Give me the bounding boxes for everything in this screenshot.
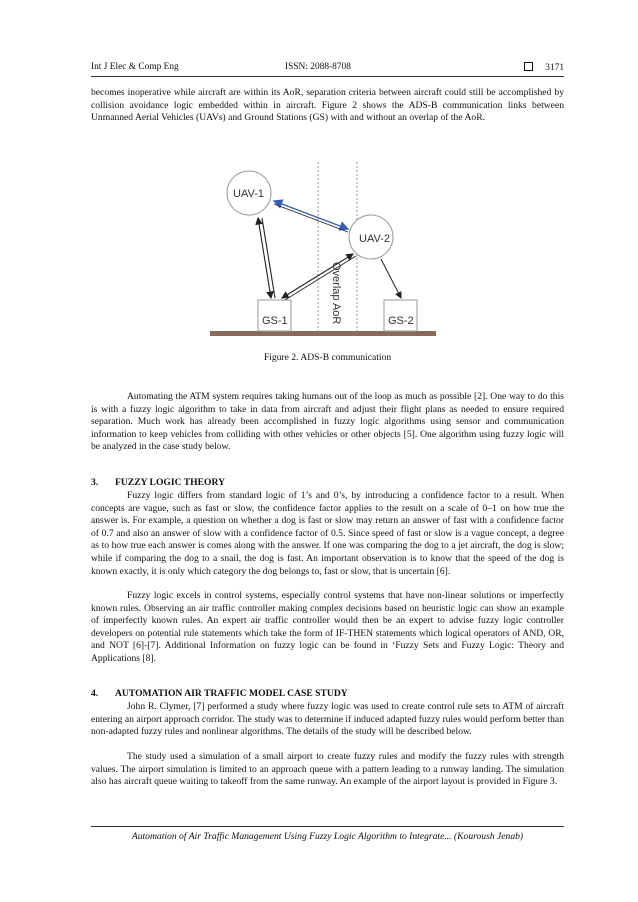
automation-paragraph: Automating the ATM system requires taking humans out of the loop as much as possible [2]. One way to do this is with a fuzzy logic algorithm to take in data from aircraft and adjust their flight plans as needed to ensure required separation. Much work has already been accomplished in fuzzy logic algorithms using sensor and communication information to keep vehicles from colliding with other vehicles or other objects [5]. One algorithm using fuzzy logic will be analyzed in the case study below. bbox=[91, 391, 564, 453]
gs2-label: GS-2 bbox=[388, 315, 414, 327]
section-3-heading bbox=[91, 477, 564, 488]
running-footer: Automation of Air Traffic Management Using Fuzzy Logic Algorithm to Integrate... (Kouroush Jenab) bbox=[91, 826, 564, 842]
link-uav2-gs2 bbox=[381, 259, 401, 298]
issn: ISSN: 2088-8708 bbox=[285, 62, 351, 72]
gs1-label: GS-1 bbox=[262, 315, 288, 327]
intro-paragraph: becomes inoperative while aircraft are within its AoR, separation criteria between aircraft could still be accomplished by collision avoidance logic embedded within in aircraft. Figure 2 shows the ADS-B communication links between Unmanned Aerial Vehicles (UAVs) and Ground Stations (GS) with and without an overlap of the AoR. bbox=[91, 87, 564, 124]
link-uav1-uav2-b bbox=[274, 204, 348, 232]
section-3-paragraph-1: Fuzzy logic differs from standard logic of 1’s and 0’s, by introducing a confidence factor to a result. When concepts are vague, such as fast or slow, the confidence factor applies to the result on a scale of 0–1 on how true the answer is. For example, a question on whether a dog is fast or slow may return an answer of fast with a confidence factor of 0.7 and also an answer of slow with a confidence factor of 0.5. Since speed of fast or slow is a vague concept, a degree as to how true each answer is comes along with the answer. If one was comparing the dog to a jet aircraft, the dog is slow; while if comparing the dog to a snail, the dog is fast. An important observation is to know that the speed of the dog is known exactly, it is only which category the dog belongs to, fast or slow, that is uncertain [6]. bbox=[91, 490, 564, 577]
section-4-paragraph-2: The study used a simulation of a small airport to create fuzzy rules and modify the fuzzy rules with strength values. The airport simulation is limited to an approach queue with a pattern leading to a runway landing. The simulation also has aircraft queue waiting to takeoff from the same runway. An example of the airport layout is provided in Figure 3. bbox=[91, 751, 564, 788]
running-header bbox=[91, 62, 564, 77]
link-gs1-uav2-b bbox=[285, 256, 356, 300]
section-4-heading bbox=[91, 688, 564, 699]
page-number-group bbox=[524, 62, 564, 73]
journal-name: Int J Elec & Comp Eng bbox=[91, 62, 179, 72]
uav1-label: UAV-1 bbox=[233, 188, 264, 200]
ads-b-figure bbox=[208, 162, 438, 342]
section-3-number: 3. bbox=[91, 477, 99, 488]
section-4-title: AUTOMATION AIR TRAFFIC MODEL CASE STUDY bbox=[115, 688, 348, 699]
section-3-paragraph-2: Fuzzy logic excels in control systems, especially control systems that have non-linear solutions or imperfectly known rules. Observing an air traffic controller making complex decisions based on heuristic logic can show an example of imperfectly known rules. An expert air traffic controller would then be an expert to advise fuzzy logic controller developers on potential rule statements which take the form of IF-THEN statements which logical operators of AND, OR, and NOT [6]-[7]. Additional Information on fuzzy logic can be found in ‘Fuzzy Sets and Fuzzy Logic: Theory and Applications [8]. bbox=[91, 590, 564, 664]
overlap-aor-label: Overlap AoR bbox=[330, 262, 342, 325]
figure-caption: Figure 2. ADS-B communication bbox=[263, 352, 392, 363]
link-uav1-uav2 bbox=[274, 201, 348, 229]
checkbox-icon bbox=[524, 62, 533, 71]
page-number: 3171 bbox=[545, 63, 564, 73]
ground-bar bbox=[210, 331, 436, 336]
section-4-number: 4. bbox=[91, 688, 99, 699]
section-3-title: FUZZY LOGIC THEORY bbox=[115, 477, 226, 488]
section-4-paragraph-1: John R. Clymer, [7] performed a study where fuzzy logic was used to create control rule sets to ATM of aircraft entering an airport approach corridor. The study was to determine if induced adapted fuzzy rules would perform better than non-adapted fuzzy rules and nonlinear algorithms. The details of the study will be described below. bbox=[91, 701, 564, 738]
uav2-label: UAV-2 bbox=[359, 233, 390, 245]
